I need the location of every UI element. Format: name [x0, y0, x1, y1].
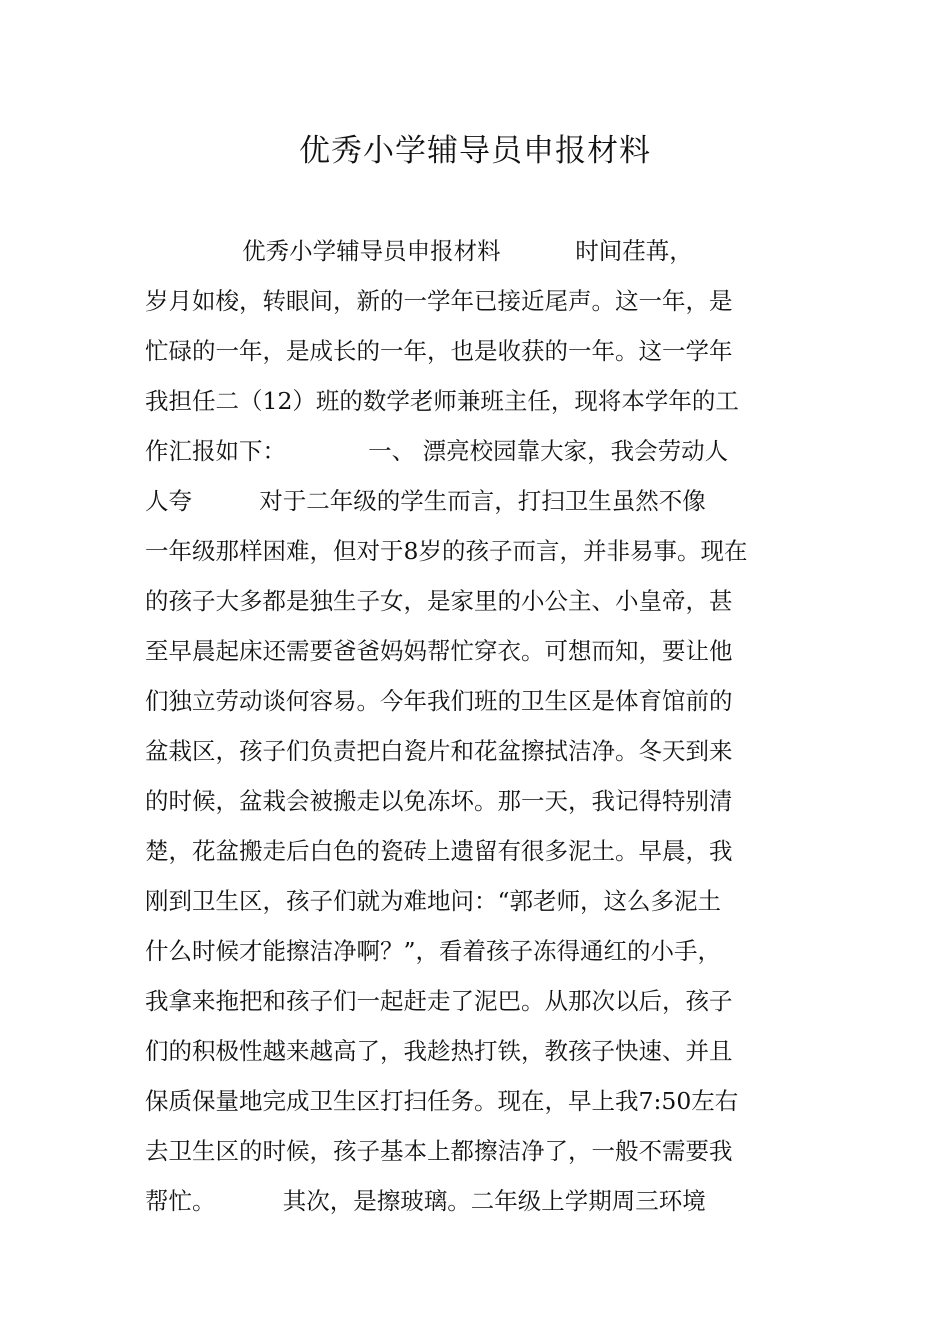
body-line: 我担任二（12）班的数学老师兼班主任，现将本学年的工	[145, 387, 739, 415]
body-line: 保质保量地完成卫生区打扫任务。现在，早上我7:50左右	[145, 1087, 739, 1115]
body-line: 们独立劳动谈何容易。今年我们班的卫生区是体育馆前的	[145, 687, 733, 715]
body-line: 人夸 对于二年级的学生而言，打扫卫生虽然不像	[145, 487, 706, 515]
body-line: 什么时候才能擦洁净啊？”，看着孩子冻得通红的小手，	[145, 937, 722, 965]
document-body	[145, 226, 845, 1226]
body-line: 去卫生区的时候，孩子基本上都擦洁净了，一般不需要我	[145, 1137, 733, 1165]
body-line: 的时候，盆栽会被搬走以免冻坏。那一天，我记得特别清	[145, 787, 733, 815]
body-line: 我拿来拖把和孩子们一起赶走了泥巴。从那次以后，孩子	[145, 987, 733, 1015]
body-line: 作汇报如下： 一、 漂亮校园靠大家，我会劳动人	[145, 437, 729, 465]
body-line: 的孩子大多都是独生子女，是家里的小公主、小皇帝，甚	[145, 587, 733, 615]
body-line: 优秀小学辅导员申报材料 时间荏苒，	[145, 237, 693, 265]
body-line: 忙碌的一年，是成长的一年，也是收获的一年。这一学年	[145, 337, 733, 365]
document-title: 优秀小学辅导员申报材料	[299, 133, 651, 169]
body-line: 楚，花盆搬走后白色的瓷砖上遗留有很多泥土。早晨，我	[145, 837, 733, 865]
body-line: 帮忙。 其次，是擦玻璃。二年级上学期周三环境	[145, 1187, 706, 1215]
body-line: 盆栽区，孩子们负责把白瓷片和花盆擦拭洁净。冬天到来	[145, 737, 733, 765]
body-line: 岁月如梭，转眼间，新的一学年已接近尾声。这一年，是	[145, 287, 733, 315]
body-line: 们的积极性越来越高了，我趁热打铁，教孩子快速、并且	[145, 1037, 733, 1065]
body-line: 一年级那样困难，但对于8岁的孩子而言，并非易事。现在	[145, 537, 748, 565]
body-line: 刚到卫生区，孩子们就为难地问：“郭老师，这么多泥土	[145, 887, 722, 915]
body-line: 至早晨起床还需要爸爸妈妈帮忙穿衣。可想而知，要让他	[145, 637, 733, 665]
